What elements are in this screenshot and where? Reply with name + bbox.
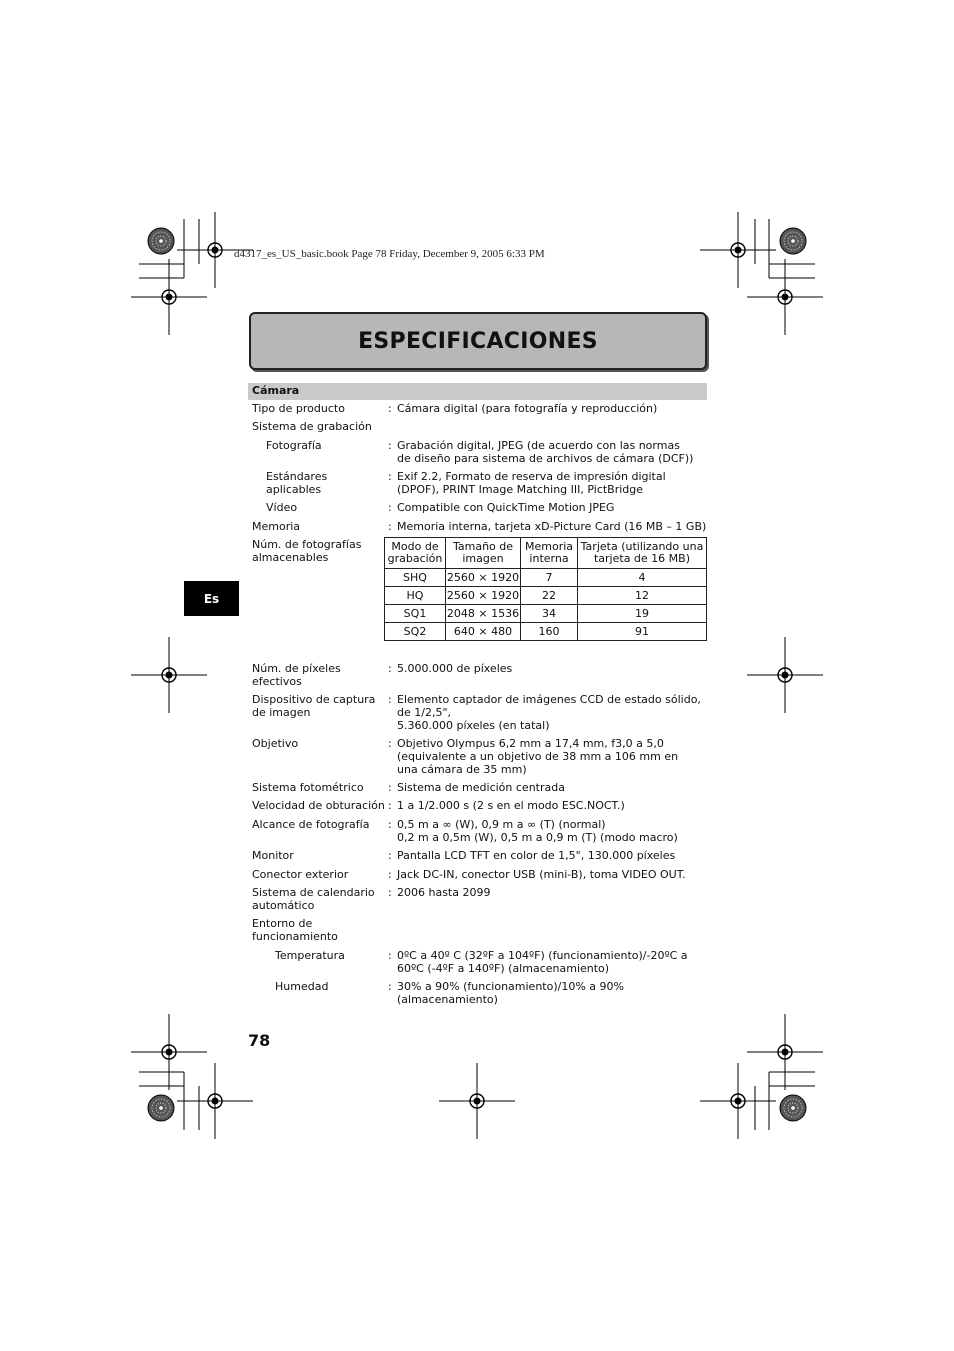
- spec-label: Alcance de fotografía: [252, 818, 370, 831]
- column-header: Memoria interna: [521, 538, 578, 569]
- section-title: Cámara: [252, 384, 300, 397]
- title-box: [249, 312, 707, 370]
- colon: :: [388, 799, 392, 812]
- colon: :: [388, 662, 392, 675]
- spec-value: 2006 hasta 2099: [397, 886, 491, 899]
- colon: :: [388, 781, 392, 794]
- spec-label: Humedad: [275, 980, 329, 993]
- star-target-icon: [148, 1095, 174, 1121]
- spec-value: Objetivo Olympus 6,2 mm a 17,4 mm, f3,0 a 5,0 (equivalente a un objetivo de 38 mm a 106 mm en una cámara de 35 mm): [397, 737, 679, 776]
- colon: :: [388, 470, 392, 483]
- spec-value: 0,5 m a ∞ (W), 0,9 m a ∞ (T) (normal): [397, 818, 606, 831]
- spec-label: Vídeo: [266, 501, 298, 514]
- spec-label: Núm. de fotografías almacenables: [252, 538, 362, 564]
- table-cell: 7: [521, 569, 578, 587]
- spec-label: Tipo de producto: [252, 402, 345, 415]
- capacity-table: [384, 537, 707, 641]
- table-cell: SHQ: [385, 569, 446, 587]
- crosshair-icon: [131, 1014, 207, 1090]
- spec-value: 1 a 1/2.000 s (2 s en el modo ESC.NOCT.): [397, 799, 625, 812]
- star-target-icon: [780, 228, 806, 254]
- colon: :: [388, 737, 392, 750]
- spec-value: Pantalla LCD TFT en color de 1,5", 130.000 píxeles: [397, 849, 676, 862]
- crosshair-icon: [747, 637, 823, 713]
- table-cell: 160: [521, 623, 578, 641]
- colon: :: [388, 402, 392, 415]
- spec-value: 0,2 m a 0,5m (W), 0,5 m a 0,9 m (T) (modo macro): [397, 831, 678, 844]
- crosshair-icon: [700, 1063, 776, 1139]
- page-title: ESPECIFICACIONES: [358, 328, 598, 354]
- table-cell: 34: [521, 605, 578, 623]
- spec-value: Elemento captador de imágenes CCD de estado sólido, de 1/2,5",: [397, 693, 701, 719]
- table-cell: 640 × 480: [446, 623, 521, 641]
- crosshair-icon: [177, 1063, 253, 1139]
- spec-label: Memoria: [252, 520, 301, 533]
- column-header: Tamaño de imagen: [446, 538, 521, 569]
- colon: :: [388, 849, 392, 862]
- spec-value: Jack DC-IN, conector USB (mini-B), toma VIDEO OUT.: [397, 868, 686, 881]
- table-row: [385, 605, 707, 623]
- spec-label: Sistema fotométrico: [252, 781, 364, 794]
- spec-value: Grabación digital, JPEG (de acuerdo con las normas de diseño para sistema de archivos de cámara (DCF)): [397, 439, 694, 465]
- table-row: [385, 623, 707, 641]
- table-row: [385, 569, 707, 587]
- spec-label: Dispositivo de captura de imagen: [252, 693, 376, 719]
- crosshair-icon: [439, 1063, 515, 1139]
- spec-label: Sistema de calendario automático: [252, 886, 375, 912]
- colon: :: [388, 886, 392, 899]
- colon: :: [388, 868, 392, 881]
- spec-label: Velocidad de obturación: [252, 799, 385, 812]
- table-cell: 4: [578, 569, 707, 587]
- colon: :: [388, 501, 392, 514]
- colon: :: [388, 439, 392, 452]
- spec-label: Núm. de píxeles efectivos: [252, 662, 341, 688]
- spec-label: Entorno de funcionamiento: [252, 917, 338, 943]
- spec-value: 0ºC a 40º C (32ºF a 104ºF) (funcionamiento)/-20ºC a 60ºC (-4ºF a 140ºF) (almacenamiento): [397, 949, 688, 975]
- section-bar: [248, 383, 707, 400]
- table-cell: 2048 × 1536: [446, 605, 521, 623]
- spec-value: 5.360.000 píxeles (en tatal): [397, 719, 550, 732]
- spec-value: 30% a 90% (funcionamiento)/10% a 90% (almacenamiento): [397, 980, 624, 1006]
- crosshair-icon: [131, 259, 207, 335]
- spec-label: Temperatura: [275, 949, 345, 962]
- spec-label: Monitor: [252, 849, 294, 862]
- table-cell: SQ2: [385, 623, 446, 641]
- crosshair-icon: [131, 637, 207, 713]
- colon: :: [388, 520, 392, 533]
- star-target-icon: [780, 1095, 806, 1121]
- spec-label: Sistema de grabación: [252, 420, 372, 433]
- spec-label: Estándares aplicables: [266, 470, 328, 496]
- print-header: d4317_es_US_basic.book Page 78 Friday, December 9, 2005 6:33 PM: [234, 248, 545, 260]
- crosshair-icon: [747, 1014, 823, 1090]
- colon: :: [388, 818, 392, 831]
- table-row: [385, 587, 707, 605]
- page-number: 78: [248, 1031, 271, 1050]
- spec-value: Sistema de medición centrada: [397, 781, 565, 794]
- table-header-row: [385, 538, 707, 569]
- spec-label: Objetivo: [252, 737, 299, 750]
- star-target-icon: [148, 228, 174, 254]
- crosshair-icon: [747, 259, 823, 335]
- crosshair-icon: [700, 212, 776, 288]
- spec-label: Fotografía: [266, 439, 322, 452]
- spec-value: 5.000.000 de píxeles: [397, 662, 513, 675]
- spec-value: Cámara digital (para fotografía y reproducción): [397, 402, 658, 415]
- table-cell: 22: [521, 587, 578, 605]
- table-cell: 12: [578, 587, 707, 605]
- spec-value: Memoria interna, tarjeta xD-Picture Card (16 MB – 1 GB): [397, 520, 707, 533]
- table-cell: HQ: [385, 587, 446, 605]
- table-cell: SQ1: [385, 605, 446, 623]
- spec-label: Conector exterior: [252, 868, 349, 881]
- column-header: Modo de grabación: [385, 538, 446, 569]
- language-tab: Es: [184, 581, 239, 616]
- spec-value: Exif 2.2, Formato de reserva de impresión digital (DPOF), PRINT Image Matching III, PictBridge: [397, 470, 666, 496]
- colon: :: [388, 693, 392, 706]
- colon: :: [388, 980, 392, 993]
- table-cell: 91: [578, 623, 707, 641]
- spec-value: Compatible con QuickTime Motion JPEG: [397, 501, 615, 514]
- table-cell: 2560 × 1920: [446, 587, 521, 605]
- table-cell: 19: [578, 605, 707, 623]
- column-header: Tarjeta (utilizando una tarjeta de 16 MB): [578, 538, 707, 569]
- colon: :: [388, 949, 392, 962]
- table-cell: 2560 × 1920: [446, 569, 521, 587]
